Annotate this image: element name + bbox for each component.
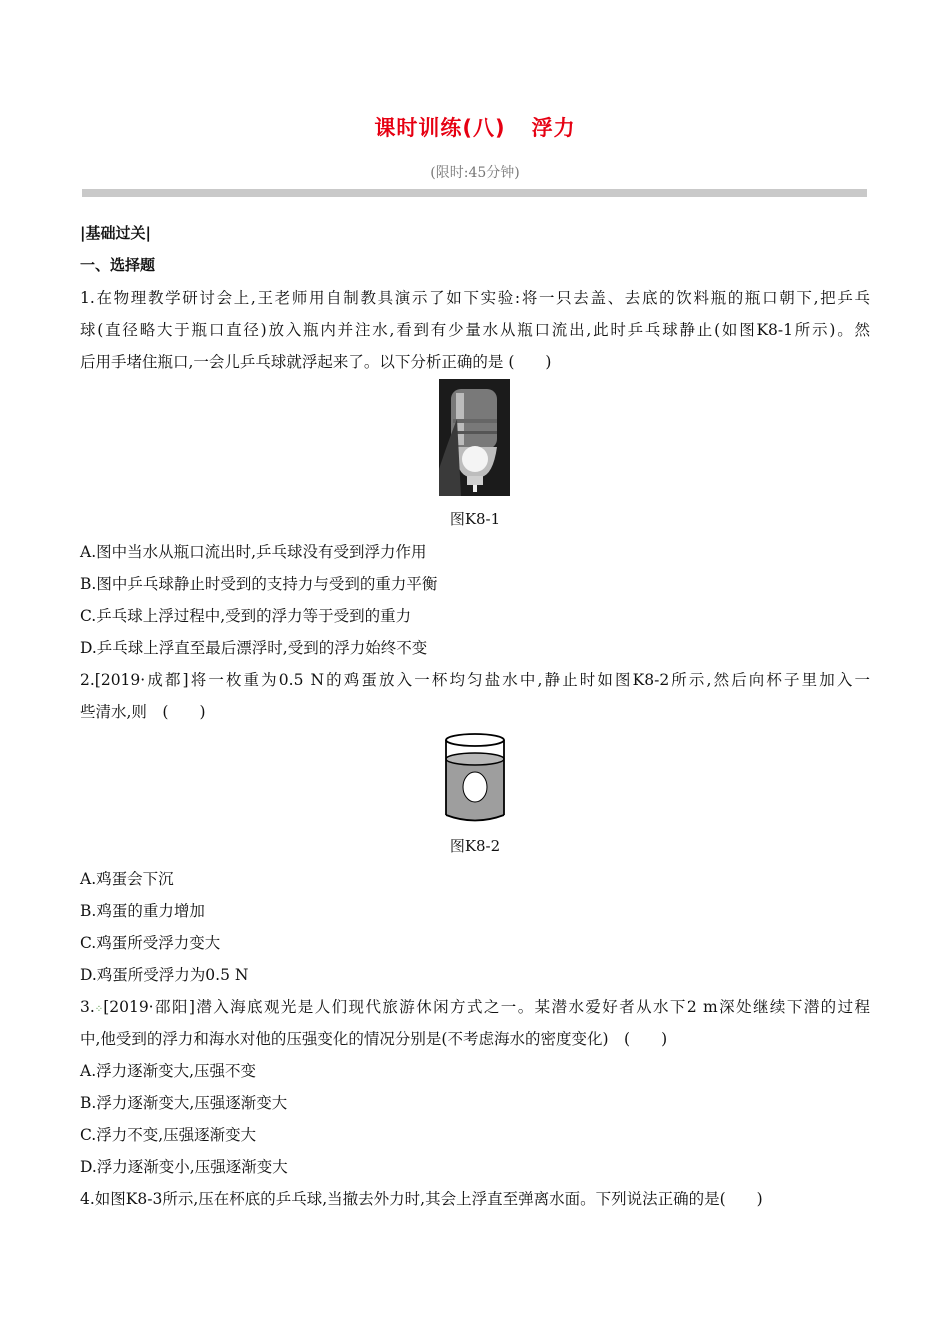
time-limit: (限时:45分钟) — [430, 165, 520, 181]
q3-option-d: D.浮力逐渐变小,压强逐渐变大 — [80, 1158, 288, 1176]
q1-stem-line2: 球(直径略大于瓶口直径)放入瓶内并注水,看到有少量水从瓶口流出,此时乒乓球静止(如图K8-1所示)。然 — [80, 321, 870, 339]
q3-stem-text: [2019·邵阳]潜入海底观光是人们现代旅游休闲方式之一。某潜水爱好者从水下2 m深处继续下潜的过程 — [103, 998, 870, 1016]
q2-option-c: C.鸡蛋所受浮力变大 — [80, 934, 221, 952]
q3-number: 3. — [80, 998, 95, 1016]
section-choice: 一、选择题 — [80, 256, 156, 274]
q1-option-d: D.乒乓球上浮直至最后漂浮时,受到的浮力始终不变 — [80, 639, 428, 657]
q1-option-c: C.乒乓球上浮过程中,受到的浮力等于受到的重力 — [80, 607, 412, 625]
q2-option-a: A.鸡蛋会下沉 — [80, 870, 174, 888]
q1-option-a: A.图中当水从瓶口流出时,乒乓球没有受到浮力作用 — [80, 543, 427, 561]
figure-k8-1-photo — [439, 379, 510, 496]
q3-option-b: B.浮力逐渐变大,压强逐渐变大 — [80, 1094, 288, 1112]
figure-k8-2-caption: 图K8-2 — [449, 837, 501, 855]
q3-stem-line2: 中,他受到的浮力和海水对他的压强变化的情况分别是(不考虑海水的密度变化) ( ) — [80, 1030, 668, 1048]
q1-stem-line1: 1.在物理教学研讨会上,王老师用自制教具演示了如下实验:将一只去盖、去底的饮料瓶的瓶口朝下,把乒乓 — [80, 289, 870, 307]
q2-stem-line1: 2.[2019·成都]将一枚重为0.5 N的鸡蛋放入一杯均匀盐水中,静止时如图K8-2所示,然后向杯子里加入一 — [80, 671, 870, 689]
q4-stem-line1: 4.如图K8-3所示,压在杯底的乒乓球,当撤去外力时,其会上浮直至弹离水面。下列说法正确的是( ) — [80, 1190, 763, 1208]
section-basic: |基础过关| — [80, 224, 151, 242]
q1-stem-line3: 后用手堵住瓶口,一会儿乒乓球就浮起来了。以下分析正确的是 ( ) — [80, 353, 552, 371]
link-mark-icon: ⁘ — [94, 1004, 104, 1015]
q3-option-a: A.浮力逐渐变大,压强不变 — [80, 1062, 257, 1080]
title-topic: 浮力 — [531, 116, 576, 140]
q3-option-c: C.浮力不变,压强逐渐变大 — [80, 1126, 257, 1144]
q1-option-b: B.图中乒乓球静止时受到的支持力与受到的重力平衡 — [80, 575, 438, 593]
q3-stem-line1 — [80, 995, 870, 1017]
header-divider — [82, 189, 867, 197]
figure-k8-1-caption: 图K8-1 — [449, 510, 501, 528]
q2-option-d: D.鸡蛋所受浮力为0.5 N — [80, 966, 249, 984]
figure-k8-2-beaker — [443, 731, 507, 824]
q2-option-b: B.鸡蛋的重力增加 — [80, 902, 205, 920]
page-title — [0, 112, 950, 142]
title-lesson: 课时训练(八) — [374, 116, 506, 140]
q2-stem-line2: 些清水,则 ( ) — [80, 703, 206, 721]
